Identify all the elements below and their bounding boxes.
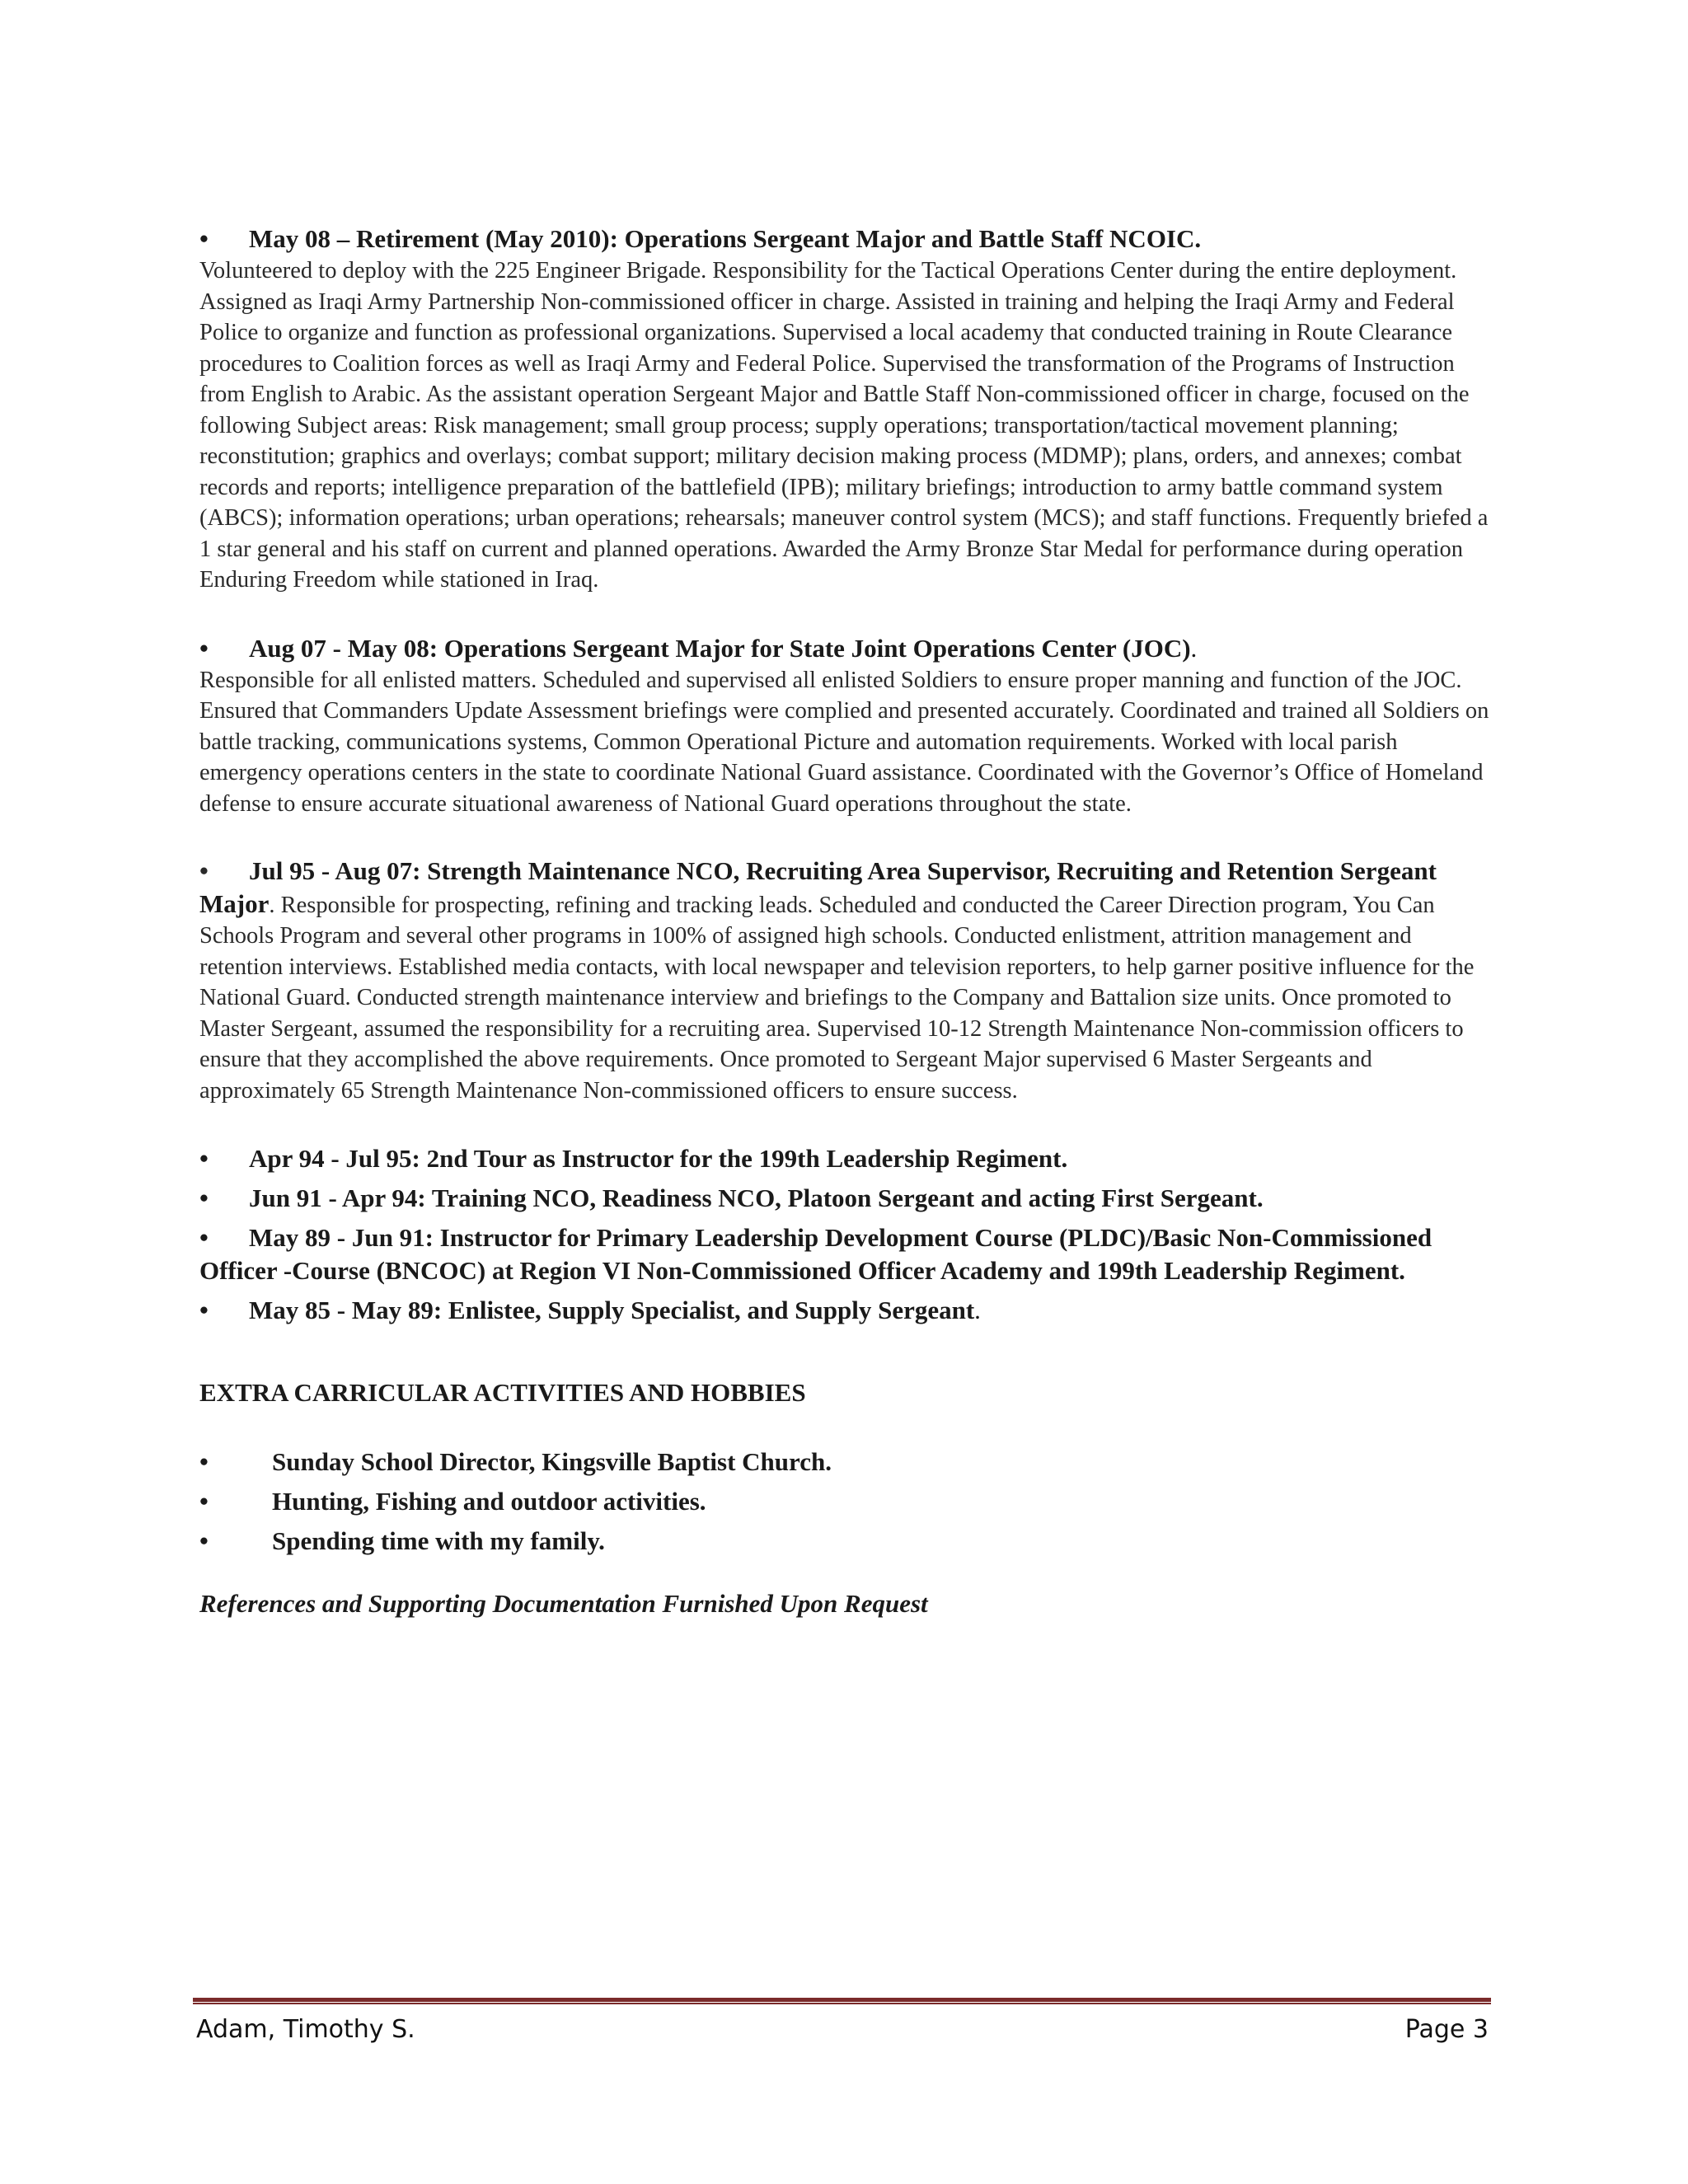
- bullet-icon: •: [199, 1447, 209, 1476]
- list-item: [199, 1221, 1489, 1287]
- job-entry-strength-maintenance: [199, 855, 1489, 1106]
- job-description: Volunteered to deploy with the 225 Engineer Brigade. Responsibility for the Tactical Operations Center during the entire deployment. Assigned as Iraqi Army Partnership Non-commissioned officer in charge. Assisted in training and helping the Iraqi Army and Federal Police to organize and function as professional organizations. Supervised a local academy that conducted training in Route Clearance procedures to Coalition forces as well as Iraqi Army and Federal Police. Supervised the transformation of the Programs of Instruction from English to Arabic. As the assistant operation Sergeant Major and Battle Staff Non-commissioned officer in charge, focused on the following Subject areas: Risk management; small group process; supply operations; transportation/tactical movement planning; reconstitution; graphics and overlays; combat support; military decision making process (MDMP); plans, orders, and annexes; combat records and reports; intelligence preparation of the battlefield (IPB); military briefings; introduction to army battle command system (ABCS); information operations; urban operations; rehearsals; maneuver control system (MCS); and staff functions. Frequently briefed a 1 star general and his staff on current and planned operations. Awarded the Army Bronze Star Medal for performance during operation Enduring Freedom while stationed in Iraq.: [199, 258, 1489, 593]
- list-item: [199, 1294, 1489, 1327]
- list-item: [199, 1446, 1489, 1479]
- bullet-icon: •: [199, 1183, 209, 1212]
- footer-page-number: Page 3: [1404, 2015, 1489, 2044]
- list-item: [199, 1525, 1489, 1558]
- bullet-icon: •: [199, 1296, 209, 1324]
- activities-list: [199, 1446, 1489, 1558]
- bullet-icon: •: [199, 224, 209, 253]
- bullet-icon: •: [199, 1487, 209, 1516]
- list-item-text: May 85 - May 89: Enlistee, Supply Specialist, and Supply Sergeant: [249, 1296, 975, 1324]
- list-item: [199, 1142, 1489, 1175]
- list-item-text: Sunday School Director, Kingsville Baptist Church.: [272, 1447, 832, 1476]
- footer-author-name: Adam, Timothy S.: [196, 2015, 415, 2044]
- list-item-text: Spending time with my family.: [272, 1526, 605, 1555]
- job-heading: [199, 223, 1489, 255]
- job-entry-operations-sgm-battle-staff: [199, 223, 1489, 596]
- page-content: [199, 223, 1489, 1620]
- bullet-icon: •: [199, 1144, 209, 1173]
- references-note: References and Supporting Documentation Furnished Upon Request: [199, 1589, 928, 1618]
- bullet-icon: •: [199, 633, 209, 663]
- footer-rule: [193, 1998, 1491, 2004]
- page-footer: [196, 2015, 1489, 2048]
- job-entry-operations-sgm-joc: [199, 632, 1489, 820]
- list-item: [199, 1485, 1489, 1518]
- list-item-text: Apr 94 - Jul 95: 2nd Tour as Instructor for the 199th Leadership Regiment.: [249, 1144, 1068, 1173]
- job-heading: [199, 632, 1489, 665]
- bullet-icon: •: [199, 856, 209, 885]
- short-history-list: [199, 1142, 1489, 1327]
- job-heading-inline: [199, 855, 1489, 1106]
- job-description: . Responsible for prospecting, refining and tracking leads. Scheduled and conducted the Career Direction program, You Can Schools Program and several other programs in 100% of assigned high schools. Conducted enlistment, attrition management and retention interviews. Established media contacts, with local newspaper and television reporters, to help garner positive influence for the National Guard. Conducted strength maintenance interview and briefings to the Company and Battalion size units. Once promoted to Master Sergeant, assumed the responsibility for a recruiting area. Supervised 10-12 Strength Maintenance Non-commission officers to ensure that they accomplished the above requirements. Once promoted to Sergeant Major supervised 6 Master Sergeants and approximately 65 Strength Maintenance Non-commissioned officers to ensure success.: [199, 892, 1475, 1104]
- bullet-icon: •: [199, 1223, 209, 1252]
- list-item-text: May 89 - Jun 91: Instructor for Primary Leadership Development Course (PLDC)/Basic Non-Commissioned Officer -Course (BNCOC) at Region VI Non-Commissioned Officer Academy and 199th Leadership Regiment.: [199, 1223, 1432, 1285]
- job-heading-text: Aug 07 - May 08: Operations Sergeant Major for State Joint Operations Center (JOC): [249, 633, 1191, 663]
- job-heading-text: May 08 – Retirement (May 2010): Operations Sergeant Major and Battle Staff NCOIC.: [249, 224, 1202, 253]
- list-item-text: Hunting, Fishing and outdoor activities.: [272, 1487, 706, 1516]
- job-heading-tail: .: [1190, 633, 1198, 663]
- list-item-text: Jun 91 - Apr 94: Training NCO, Readiness NCO, Platoon Sergeant and acting First Sergeant.: [249, 1183, 1264, 1212]
- job-heading-text: Jul 95 - Aug 07: Strength Maintenance NCO, Recruiting Area Supervisor, Recruiting and Retention Sergeant Major: [199, 856, 1437, 918]
- bullet-icon: •: [199, 1526, 209, 1555]
- list-item: [199, 1182, 1489, 1215]
- list-item-tail: .: [974, 1296, 981, 1324]
- job-description: Responsible for all enlisted matters. Scheduled and supervised all enlisted Soldiers to ensure proper manning and function of the JOC. Ensured that Commanders Update Assessment briefings were complied and presented accurately. Coordinated and trained all Soldiers on battle tracking, communications systems, Common Operational Picture and automation requirements. Worked with local parish emergency operations centers in the state to coordinate National Guard assistance. Coordinated with the Governor’s Office of Homeland defense to ensure accurate situational awareness of National Guard operations throughout the state.: [199, 667, 1489, 817]
- section-title-activities: EXTRA CARRICULAR ACTIVITIES AND HOBBIES: [199, 1378, 806, 1407]
